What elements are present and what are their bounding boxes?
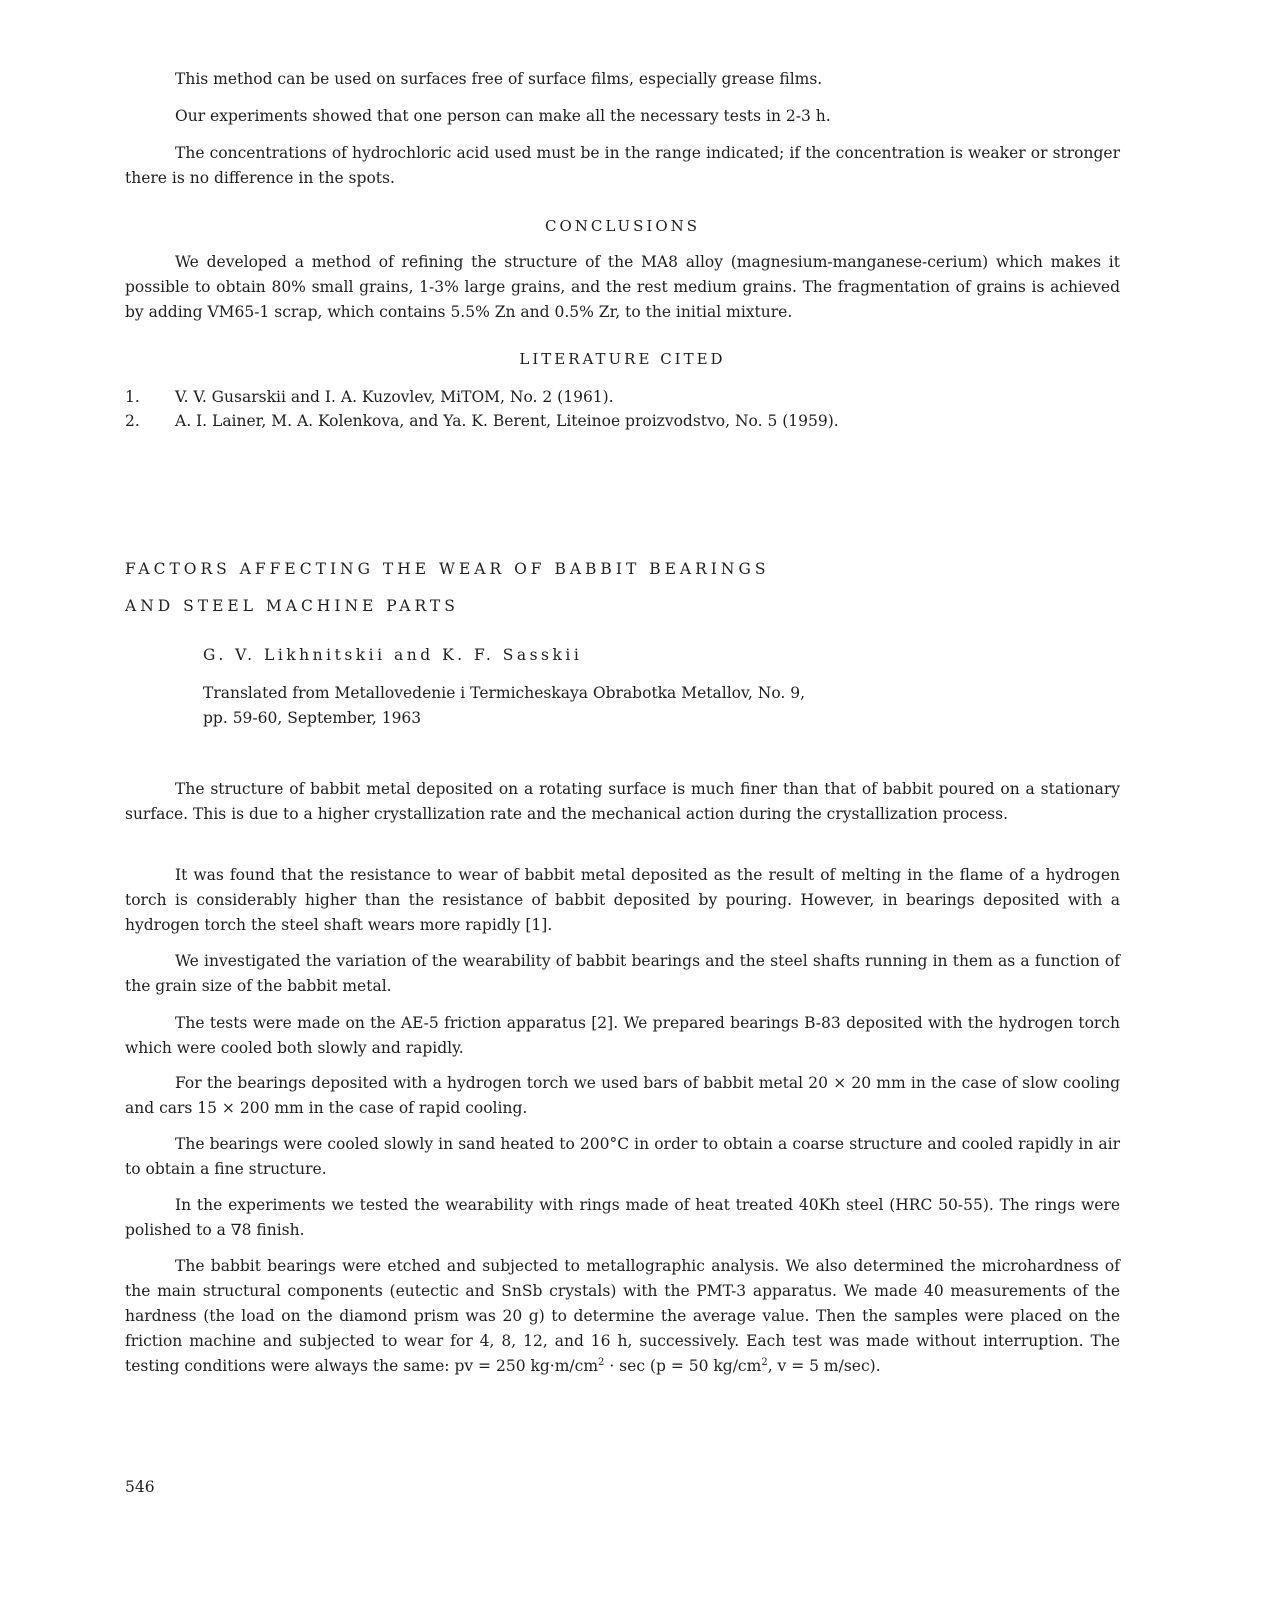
article-authors: G. V. Likhnitskii and K. F. Sasskii (203, 646, 583, 664)
superscript-2: 2 (598, 1356, 605, 1368)
literature-cited-heading: LITERATURE CITED (519, 350, 726, 368)
reference-item (125, 385, 1120, 409)
article-title-line-1: FACTORS AFFECTING THE WEAR OF BABBIT BEARINGS (125, 560, 770, 578)
references-list (125, 385, 1120, 433)
reference-item (125, 409, 1120, 433)
page-number: 546 (125, 1478, 155, 1496)
body-paragraph-3: We investigated the variation of the wearability of babbit bearings and the steel shafts running in them as a function of the grain size of the babbit metal. (125, 952, 1120, 995)
paragraph-experiments: Our experiments showed that one person can make all the necessary tests in 2-3 h. (175, 107, 831, 125)
paragraph-surface-films: This method can be used on surfaces free of surface films, especially grease films. (175, 70, 823, 88)
body-paragraph-4: The tests were made on the AE-5 friction apparatus [2]. We prepared bearings B-83 deposited with the hydrogen torch which were cooled both slowly and rapidly. (125, 1014, 1120, 1057)
reference-text: A. I. Lainer, M. A. Kolenkova, and Ya. K. Berent, Liteinoe proizvodstvo, No. 5 (1959). (175, 412, 839, 430)
superscript-2: 2 (761, 1356, 768, 1368)
translation-note-line-1: Translated from Metallovedenie i Termicheskaya Obrabotka Metallov, No. 9, (203, 684, 806, 702)
translation-note-line-2: pp. 59-60, September, 1963 (203, 709, 422, 727)
reference-number: 2. (125, 412, 140, 430)
body-paragraph-8-main: The babbit bearings were etched and subjected to metallographic analysis. We also determined the microhardness of the main structural components (eutectic and SnSb crystals) with the PMT-3 apparatus. We made 40 measurements of the hardness (the load on the diamond prism was 20 g) to determine the average value. Then the samples were placed on the friction machine and subjected to wear for 4, 8, 12, and 16 h, successively. Each test was made without interruption. The testing conditions were always the same: pv = 250 kg·m/cm (125, 1257, 1120, 1375)
translation-note (203, 681, 903, 731)
paragraph-concentrations: The concentrations of hydrochloric acid used must be in the range indicated; if the concentration is weaker or stronger there is no difference in the spots. (125, 144, 1120, 187)
conclusions-heading: CONCLUSIONS (544, 217, 701, 235)
body-paragraph-5: For the bearings deposited with a hydrogen torch we used bars of babbit metal 20 × 20 mm in the case of slow cooling and cars 15 × 200 mm in the case of rapid cooling. (125, 1074, 1120, 1117)
conclusions-paragraph: We developed a method of refining the structure of the MA8 alloy (magnesium-manganese-cerium) which makes it possible to obtain 80% small grains, 1-3% large grains, and the rest medium grains. The fragmentation of grains is achieved by adding VM65-1 scrap, which contains 5.5% Zn and 0.5% Zr, to the initial mixture. (125, 253, 1120, 321)
body-paragraph-1: The structure of babbit metal deposited on a rotating surface is much finer than that of babbit poured on a stationary surface. This is due to a higher crystallization rate and the mechanical action during the crystallization process. (125, 780, 1120, 823)
body-paragraph-8-mid: · sec (p = 50 kg/cm (604, 1357, 762, 1375)
reference-number: 1. (125, 388, 140, 406)
article-title-line-2: AND STEEL MACHINE PARTS (125, 597, 459, 615)
body-paragraph-2: It was found that the resistance to wear of babbit metal deposited as the result of melting in the flame of a hydrogen torch is considerably higher than the resistance of babbit deposited by pouring. However, in bearings deposited with a hydrogen torch the steel shaft wears more rapidly [1]. (125, 866, 1120, 934)
body-paragraph-6: The bearings were cooled slowly in sand heated to 200°C in order to obtain a coarse structure and cooled rapidly in air to obtain a fine structure. (125, 1135, 1120, 1178)
body-paragraph-7: In the experiments we tested the wearability with rings made of heat treated 40Kh steel (HRC 50-55). The rings were polished to a ∇8 finish. (125, 1196, 1120, 1239)
body-paragraph-8 (125, 1254, 1120, 1379)
reference-text: V. V. Gusarskii and I. A. Kuzovlev, MiTOM, No. 2 (1961). (175, 388, 614, 406)
body-paragraph-8-end: , v = 5 m/sec). (767, 1357, 881, 1375)
